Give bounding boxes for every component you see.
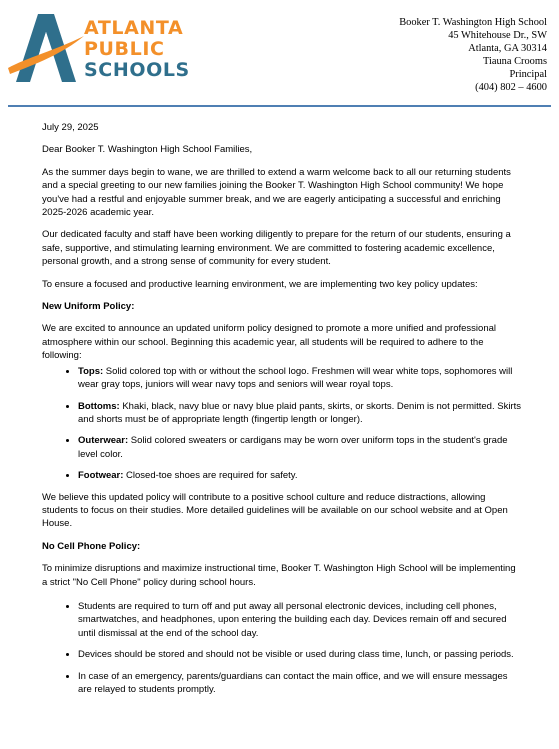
school-name: Booker T. Washington High School (399, 17, 547, 28)
footwear-label: Footwear: (78, 470, 124, 482)
list-item-footwear (78, 469, 522, 482)
uniform-policy-heading: New Uniform Policy: (42, 301, 135, 313)
phone-policy-list (42, 600, 522, 696)
uniform-policy-list (42, 365, 522, 483)
letter-body (42, 121, 522, 704)
phone-policy-heading: No Cell Phone Policy: (42, 540, 141, 552)
list-item-devices-off: • Students are required to turn off and put away all personal electronic devices, including cell phones, smartwatches, and headphones, upon entering the building each day. Devices remain off and secured until dismissal at the end of the school day. (78, 600, 522, 640)
letter-date: July 29, 2025 (42, 122, 99, 133)
list-item-emergency: • In case of an emergency, parents/guardians can contact the main office, and we will ensure messages are relayed to students promptly. (78, 670, 522, 697)
outerwear-text: Solid colored sweaters or cardigans may be worn over uniform tops in the student's grade level color. (78, 435, 508, 460)
school-address-block (399, 17, 547, 94)
bottoms-text: Khaki, black, navy blue or navy blue plaid pants, skirts, or skorts. Denim is not permitted. Skirts and shorts must be of appropriate length (fingertip length or longer). (78, 400, 521, 425)
phone-policy-intro: To minimize disruptions and maximize instructional time, Booker T. Washington High School will be implementing a strict "No Cell Phone" policy during school hours. (42, 563, 516, 588)
header-divider (8, 105, 551, 107)
list-item-bottoms (78, 400, 522, 427)
street-address: 45 Whitehouse Dr., SW (448, 29, 547, 41)
principal-name: Tiauna Crooms (483, 55, 547, 67)
footwear-text: Closed-toe shoes are required for safety. (123, 470, 298, 482)
uniform-policy-closing: We believe this updated policy will contribute to a positive school culture and reduce distractions, allowing students to focus on their studies. More detailed guidelines will be available on our school website and at Open House. (42, 491, 508, 530)
logo-word-schools: SCHOOLS (84, 59, 190, 81)
list-item-devices-stored: • Devices should be stored and should not be visible or used during class time, lunch, or passing periods. (78, 648, 522, 661)
logo-word-atlanta: ATLANTA (84, 17, 184, 39)
tops-text: Solid colored top with or without the school logo. Freshmen will wear white tops, sophomores will wear gray tops, juniors will wear navy tops and seniors will wear royal tops. (78, 365, 513, 391)
outerwear-label: Outerwear: (78, 435, 129, 447)
policy-intro-paragraph: To ensure a focused and productive learning environment, we are implementing two key policy updates: (42, 278, 478, 290)
list-item-tops (78, 365, 522, 392)
aps-logo (6, 8, 190, 88)
bottoms-label: Bottoms: (78, 400, 120, 412)
list-item-outerwear (78, 434, 522, 461)
tops-label: Tops: (78, 365, 104, 377)
principal-title: Principal (509, 68, 547, 80)
logo-word-public: PUBLIC (84, 38, 165, 60)
letter-salutation: Dear Booker T. Washington High School Families, (42, 144, 253, 156)
aps-logo-mark (6, 8, 86, 88)
city-state-zip: Atlanta, GA 30314 (468, 42, 547, 54)
faculty-paragraph: Our dedicated faculty and staff have been working diligently to prepare for the return of our students, ensuring a safe, supportive, and stimulating learning environment. We are committed to fostering academic excellence, personal growth, and a strong sense of community for every student. (42, 229, 511, 268)
uniform-policy-intro: We are excited to announce an updated uniform policy designed to promote a more unified and professional atmosphere within our school. Beginning this academic year, all students will be required to adhere to the following: (42, 323, 497, 362)
welcome-paragraph: As the summer days begin to wane, we are thrilled to extend a warm welcome back to all our returning students and a special greeting to our new families joining the Booker T. Washington High School community! We hope you've had a restful and enjoyable summer break, and we are eagerly anticipating a successful and enriching 2025-2026 academic year. (42, 166, 511, 219)
phone-number: (404) 802 – 4600 (475, 81, 547, 93)
